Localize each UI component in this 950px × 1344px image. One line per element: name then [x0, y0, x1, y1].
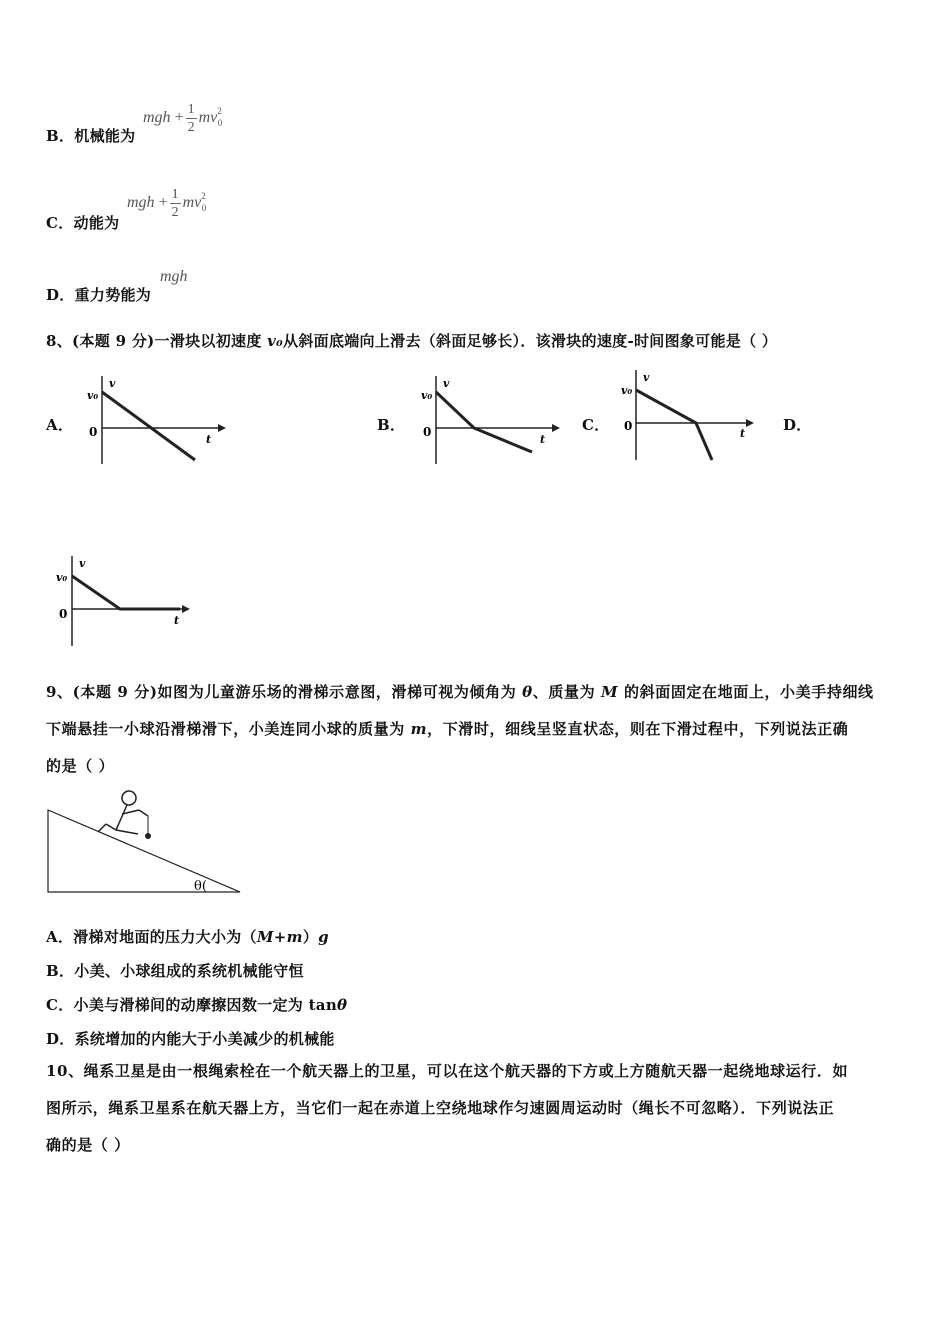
t-axis-arrow-icon: [746, 419, 754, 427]
t-axis-arrow-icon: [182, 605, 190, 613]
incline-triangle: [48, 810, 240, 892]
angle-label: θ(: [194, 879, 207, 894]
q8-option-d-label[interactable]: D．: [783, 416, 812, 434]
t-label: t: [206, 433, 212, 446]
seat-icon: [116, 830, 138, 834]
q9-line-1: 9、(本题 9 分)如图为儿童游乐场的滑梯示意图，滑梯可视为倾角为 θ、质量为 M 的斜面固定在地面上，小美手持细线: [46, 683, 874, 701]
q9-stem: [46, 674, 916, 785]
t-axis-arrow-icon: [218, 424, 226, 432]
q9-slide-diagram: [44, 786, 249, 898]
q9-option-d[interactable]: D．系统增加的内能大于小美减少的机械能: [46, 1030, 335, 1048]
zero-label: 0: [59, 607, 68, 621]
t-label: t: [740, 427, 746, 440]
q8-graph-b: [414, 372, 564, 472]
zero-label: 0: [624, 419, 633, 433]
v-label: v: [443, 377, 450, 390]
q7-option-d-formula: mgh: [160, 268, 188, 285]
q7-option-d[interactable]: D．重力势能为: [46, 286, 152, 304]
v-label: v: [643, 371, 650, 384]
q7-option-c-formula: mgh + $\frac{1}{2}$ $mv^2_0$: [127, 187, 207, 220]
v-label: v: [109, 377, 116, 390]
q8-option-a-label[interactable]: A．: [46, 416, 74, 434]
velocity-line: [636, 390, 712, 460]
q9-option-a[interactable]: A．滑梯对地面的压力大小为（M+m）g: [46, 928, 329, 946]
q7-option-b-formula: mgh + $\frac{1}{2}$ $mv^2_0$: [143, 102, 223, 135]
q8-option-c-label[interactable]: C．: [582, 416, 610, 434]
v0-label: v₀: [56, 571, 68, 584]
q8-graph-c: [614, 366, 764, 466]
q9-option-b[interactable]: B．小美、小球组成的系统机械能守恒: [46, 962, 304, 980]
q7-option-c[interactable]: C．动能为: [46, 214, 120, 232]
v0-label: v₀: [621, 384, 633, 397]
v-label: v: [79, 557, 86, 570]
body-icon: [116, 805, 127, 830]
q10-stem: [46, 1053, 916, 1164]
q9-line-2: 下端悬挂一小球沿滑梯滑下，小美连同小球的质量为 m，下滑时，细线呈竖直状态，则在下滑过程中，下列说法正确: [46, 720, 849, 738]
velocity-line: [102, 392, 195, 460]
t-label: t: [540, 433, 546, 446]
head-icon: [122, 791, 136, 805]
velocity-line: [436, 392, 532, 452]
q9-line-3: 的是（ ）: [46, 757, 115, 775]
velocity-line: [72, 576, 180, 609]
v0-label: v₀: [421, 389, 433, 402]
t-label: t: [174, 614, 180, 627]
ball-icon: [145, 833, 151, 839]
hand-icon: [139, 810, 148, 816]
q8-graph-d: [50, 552, 200, 652]
zero-label: 0: [423, 425, 432, 439]
q10-line-3: 确的是（ ）: [46, 1136, 130, 1154]
q8-graph-a: [80, 372, 230, 472]
thigh-icon: [106, 824, 116, 830]
q8-stem: 8、(本题 9 分)一滑块以初速度 v₀从斜面底端向上滑去（斜面足够长）．该滑块的速度-时间图象可能是（ ）: [46, 332, 778, 350]
zero-label: 0: [89, 425, 98, 439]
t-axis-arrow-icon: [552, 424, 560, 432]
leg-icon: [98, 824, 106, 832]
v0-label: v₀: [87, 389, 99, 402]
q9-option-c[interactable]: C．小美与滑梯间的动摩擦因数一定为 tanθ: [46, 996, 348, 1014]
q10-line-2: 图所示，绳系卫星系在航天器上方，当它们一起在赤道上空绕地球作匀速圆周运动时（绳长不可忽略）．下列说法正: [46, 1099, 835, 1117]
q8-option-b-label[interactable]: B．: [377, 416, 406, 434]
q10-line-1: 10、绳系卫星是由一根绳索栓在一个航天器上的卫星，可以在这个航天器的下方或上方随航天器一起绕地球运行．如: [46, 1062, 849, 1080]
q7-option-b[interactable]: B．机械能为: [46, 127, 136, 145]
